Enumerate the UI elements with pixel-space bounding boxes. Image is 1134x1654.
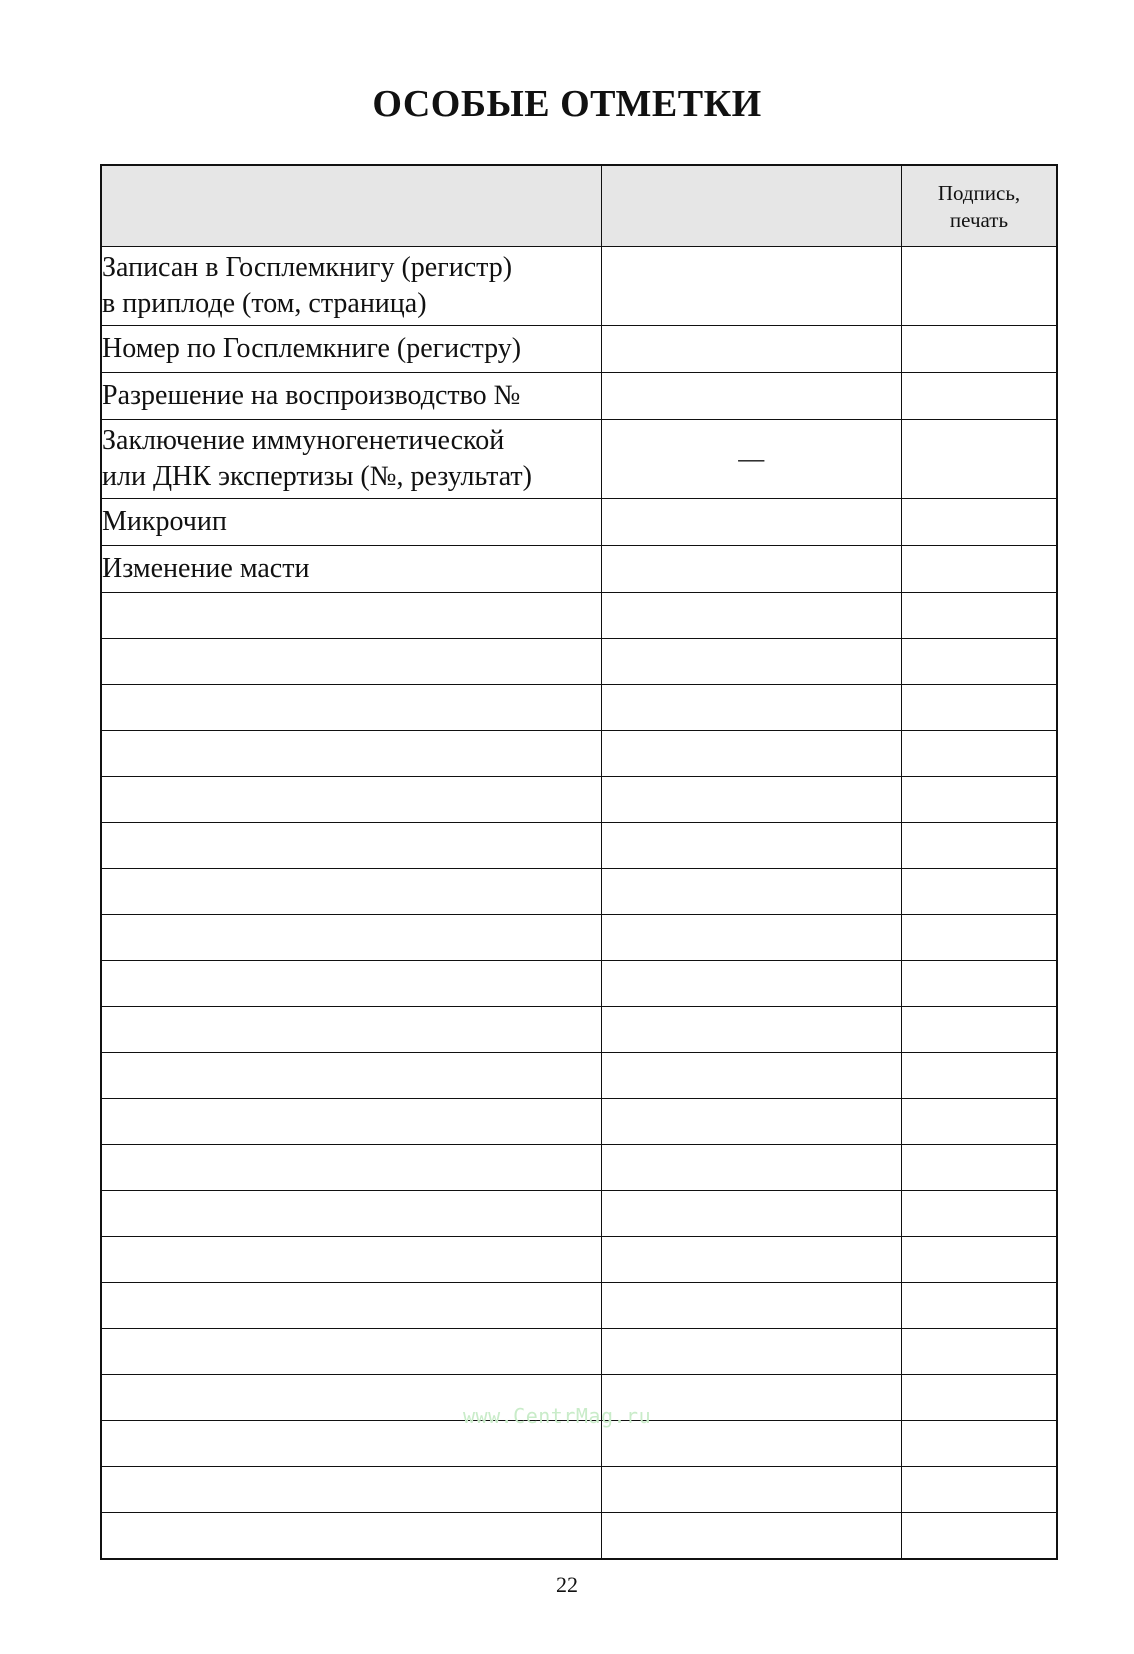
table-row bbox=[101, 639, 1057, 685]
row-signature-cell[interactable] bbox=[902, 420, 1058, 499]
blank-signature-cell[interactable] bbox=[902, 1145, 1058, 1191]
table-row bbox=[101, 1329, 1057, 1375]
row-value-cell[interactable] bbox=[601, 326, 901, 373]
blank-signature-cell[interactable] bbox=[902, 1375, 1058, 1421]
row-label bbox=[101, 546, 601, 593]
table-row-microchip bbox=[101, 499, 1057, 546]
blank-label-cell[interactable] bbox=[101, 1513, 601, 1560]
blank-value-cell[interactable] bbox=[601, 1145, 901, 1191]
row-value-cell[interactable] bbox=[601, 499, 901, 546]
header-signature-line-1: Подпись, bbox=[937, 181, 1021, 205]
row-label-line: Изменение масти bbox=[102, 553, 310, 584]
blank-label-cell[interactable] bbox=[101, 1283, 601, 1329]
table-row bbox=[101, 1053, 1057, 1099]
blank-value-cell[interactable] bbox=[601, 1191, 901, 1237]
row-signature-cell[interactable] bbox=[902, 499, 1058, 546]
row-signature-cell[interactable] bbox=[902, 247, 1058, 326]
blank-label-cell[interactable] bbox=[101, 1053, 601, 1099]
blank-label-cell[interactable] bbox=[101, 777, 601, 823]
table-header-row bbox=[101, 165, 1057, 247]
blank-value-cell[interactable] bbox=[601, 869, 901, 915]
blank-label-cell[interactable] bbox=[101, 1467, 601, 1513]
blank-signature-cell[interactable] bbox=[902, 915, 1058, 961]
table-row bbox=[101, 1283, 1057, 1329]
blank-label-cell[interactable] bbox=[101, 731, 601, 777]
header-cell-description bbox=[101, 165, 601, 247]
row-label bbox=[101, 499, 601, 546]
blank-label-cell[interactable] bbox=[101, 685, 601, 731]
row-signature-cell[interactable] bbox=[902, 546, 1058, 593]
table-row bbox=[101, 1145, 1057, 1191]
blank-signature-cell[interactable] bbox=[902, 823, 1058, 869]
table-row-studbook-entry bbox=[101, 247, 1057, 326]
table-row bbox=[101, 1237, 1057, 1283]
blank-label-cell[interactable] bbox=[101, 1099, 601, 1145]
blank-label-cell[interactable] bbox=[101, 869, 601, 915]
table-row bbox=[101, 961, 1057, 1007]
table-row bbox=[101, 731, 1057, 777]
blank-signature-cell[interactable] bbox=[902, 1007, 1058, 1053]
table-row bbox=[101, 869, 1057, 915]
blank-signature-cell[interactable] bbox=[902, 1467, 1058, 1513]
table-row-color-change bbox=[101, 546, 1057, 593]
table-row bbox=[101, 685, 1057, 731]
table-row bbox=[101, 1513, 1057, 1560]
table-row bbox=[101, 777, 1057, 823]
page-number: 22 bbox=[556, 1572, 578, 1597]
table-row bbox=[101, 1007, 1057, 1053]
table-row bbox=[101, 1191, 1057, 1237]
table-row-studbook-number bbox=[101, 326, 1057, 373]
blank-value-cell[interactable] bbox=[601, 1053, 901, 1099]
blank-label-cell[interactable] bbox=[101, 1329, 601, 1375]
blank-signature-cell[interactable] bbox=[902, 1099, 1058, 1145]
blank-label-cell[interactable] bbox=[101, 593, 601, 639]
row-label bbox=[101, 326, 601, 373]
blank-signature-cell[interactable] bbox=[902, 1191, 1058, 1237]
blank-signature-cell[interactable] bbox=[902, 1513, 1058, 1560]
blank-signature-cell[interactable] bbox=[902, 1329, 1058, 1375]
table-row bbox=[101, 593, 1057, 639]
blank-value-cell[interactable] bbox=[601, 823, 901, 869]
blank-value-cell[interactable] bbox=[601, 1007, 901, 1053]
table-row-dna-expertise bbox=[101, 420, 1057, 499]
blank-signature-cell[interactable] bbox=[902, 685, 1058, 731]
blank-value-cell[interactable] bbox=[601, 1099, 901, 1145]
row-label-line: в приплоде (том, страница) bbox=[102, 288, 427, 319]
blank-label-cell[interactable] bbox=[101, 915, 601, 961]
blank-label-cell[interactable] bbox=[101, 1237, 601, 1283]
blank-value-cell[interactable] bbox=[601, 1513, 901, 1560]
blank-label-cell[interactable] bbox=[101, 961, 601, 1007]
blank-signature-cell[interactable] bbox=[902, 639, 1058, 685]
row-label-line: Заключение иммуногенетической bbox=[102, 425, 505, 456]
blank-signature-cell[interactable] bbox=[902, 1283, 1058, 1329]
blank-value-cell[interactable] bbox=[601, 915, 901, 961]
blank-signature-cell[interactable] bbox=[902, 777, 1058, 823]
row-label-line: Микрочип bbox=[102, 506, 227, 537]
row-label-line: или ДНК экспертизы (№, результат) bbox=[102, 461, 532, 492]
blank-signature-cell[interactable] bbox=[902, 1237, 1058, 1283]
row-label-line: Номер по Госплемкниге (регистру) bbox=[102, 333, 522, 364]
table-row bbox=[101, 823, 1057, 869]
blank-value-cell[interactable] bbox=[601, 777, 901, 823]
table-row bbox=[101, 1099, 1057, 1145]
header-cell-signature bbox=[902, 165, 1058, 247]
row-label bbox=[101, 373, 601, 420]
row-value-cell[interactable] bbox=[601, 373, 901, 420]
row-label bbox=[101, 247, 601, 326]
blank-label-cell[interactable] bbox=[101, 1191, 601, 1237]
blank-value-cell[interactable] bbox=[601, 1329, 901, 1375]
row-signature-cell[interactable] bbox=[902, 373, 1058, 420]
blank-signature-cell[interactable] bbox=[902, 1421, 1058, 1467]
blank-value-cell[interactable] bbox=[601, 639, 901, 685]
blank-value-cell[interactable] bbox=[601, 961, 901, 1007]
blank-value-cell[interactable] bbox=[601, 1237, 901, 1283]
blank-signature-cell[interactable] bbox=[902, 961, 1058, 1007]
blank-label-cell[interactable] bbox=[101, 639, 601, 685]
blank-label-cell[interactable] bbox=[101, 823, 601, 869]
blank-value-cell[interactable] bbox=[601, 593, 901, 639]
row-signature-cell[interactable] bbox=[902, 326, 1058, 373]
header-cell-value bbox=[601, 165, 901, 247]
blank-signature-cell[interactable] bbox=[902, 1053, 1058, 1099]
blank-label-cell[interactable] bbox=[101, 1007, 601, 1053]
watermark: www.CentrMag.ru bbox=[463, 1404, 652, 1428]
table-row bbox=[101, 915, 1057, 961]
blank-signature-cell[interactable] bbox=[902, 731, 1058, 777]
page-title: ОСОБЫЕ ОТМЕТКИ bbox=[372, 83, 762, 125]
header-signature-line-2: печать bbox=[949, 208, 1009, 232]
row-label bbox=[101, 420, 601, 499]
blank-signature-cell[interactable] bbox=[902, 869, 1058, 915]
row-value-cell[interactable]: — bbox=[601, 420, 901, 499]
blank-value-cell[interactable] bbox=[601, 685, 901, 731]
blank-signature-cell[interactable] bbox=[902, 593, 1058, 639]
special-marks-table bbox=[100, 164, 1058, 1560]
blank-value-cell[interactable] bbox=[601, 1283, 901, 1329]
table-row-breeding-permit bbox=[101, 373, 1057, 420]
blank-value-cell[interactable] bbox=[601, 1467, 901, 1513]
row-label-line: Разрешение на воспроизводство № bbox=[102, 380, 521, 411]
table-row bbox=[101, 1467, 1057, 1513]
blank-label-cell[interactable] bbox=[101, 1145, 601, 1191]
row-value-cell[interactable] bbox=[601, 546, 901, 593]
row-label-line: Записан в Госплемкнигу (регистр) bbox=[102, 252, 513, 283]
row-value-cell[interactable] bbox=[601, 247, 901, 326]
blank-value-cell[interactable] bbox=[601, 731, 901, 777]
